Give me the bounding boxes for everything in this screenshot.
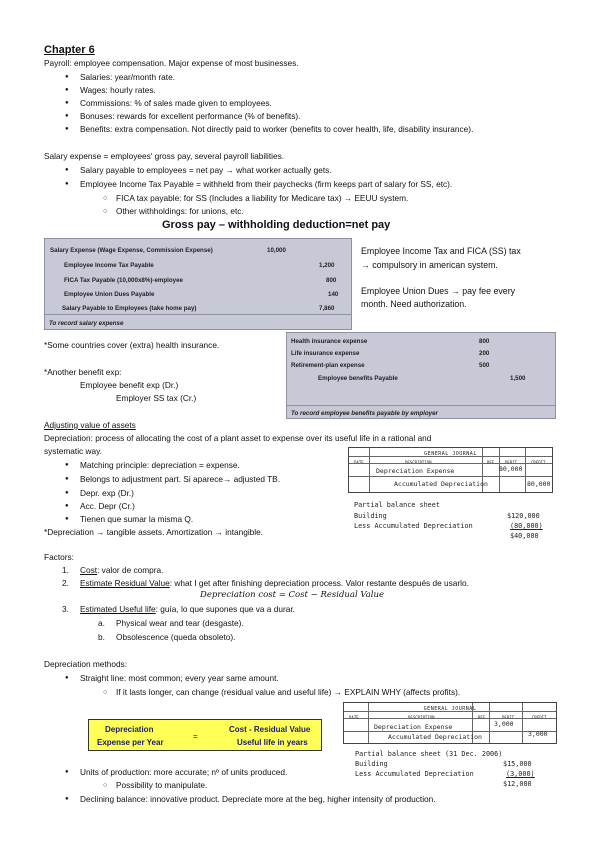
list-subitem: ○ Other withholdings: for unions, etc. [116, 206, 244, 217]
journal-line: Accumulated Depreciation [388, 733, 482, 741]
factor-term: Estimate Residual Value [80, 578, 170, 588]
table-cell: Life insurance expense [291, 350, 360, 357]
journal-col: CREDIT [531, 460, 546, 465]
table-header: Salary Expense (Wage Expense, Commission Expense) [50, 247, 213, 254]
factor-subitem: Obsolescence (queda obsoleto). [116, 632, 236, 642]
balance-title: Partial balance sheet [354, 501, 440, 509]
table-cell: 7,860 [319, 305, 335, 312]
factor-term: Estimated Useful life [80, 604, 156, 614]
factors-heading: Factors: [44, 552, 74, 562]
list-item: ● Salaries: year/month rate. [80, 72, 175, 83]
journal-debit: 3,000 [494, 720, 514, 728]
factor-letter: a. [98, 618, 105, 628]
factor-subitem: Physical wear and tear (desgaste). [116, 618, 244, 628]
table-cell: Employee benefits Payable [318, 375, 398, 382]
table-cell: 200 [479, 350, 490, 357]
list-item: ● Straight line: most common; every year same amount. [80, 673, 279, 684]
salary-entry-table [44, 238, 352, 330]
journal-credit: 80,000 [527, 480, 551, 488]
factor-text: : guía, lo que supones que va a durar. [155, 604, 295, 614]
journal-col: DEBIT [502, 715, 515, 720]
factor-num: 1. [62, 565, 69, 575]
methods-heading: Depreciation methods: [44, 659, 128, 669]
side-note: month. Need authorization. [361, 299, 467, 309]
side-note: → compulsory in american system. [361, 260, 498, 270]
balance-amount: $120,000 [507, 512, 540, 520]
list-item: ● Benefits: extra compensation. Not directly paid to worker (benefits to cover health, life, disability insurance). [80, 124, 473, 135]
section-heading: Adjusting value of assets [44, 420, 136, 430]
table-cell: 140 [328, 291, 339, 298]
formula-right: Useful life in years [237, 738, 308, 747]
factor-text: : valor de compra. [97, 565, 164, 575]
table-cell: 800 [326, 277, 337, 284]
list-item: ● Bonuses: rewards for excellent performance (% of benefits). [80, 111, 300, 122]
factor-item [80, 604, 295, 615]
table-cell: 1,500 [510, 375, 526, 382]
definition: systematic way. [44, 446, 102, 456]
journal-col: CREDIT [532, 715, 547, 720]
list-item: ● Belongs to adjustment part. Si aparece→ adjusted TB. [80, 474, 280, 485]
table-cell: Employee Union Dues Payable [64, 291, 155, 298]
factor-text: : what I get after finishing depreciation process. Valor restante después de usarlo. [169, 578, 469, 588]
journal-line: Accumulated Depreciation [394, 480, 488, 488]
list-item: ● Acc. Depr (Cr.) [80, 501, 135, 512]
table-cell: 800 [479, 338, 490, 345]
journal-credit: 3,000 [528, 730, 548, 738]
balance-amount: (3,000) [506, 770, 535, 778]
journal-line: Depreciation Expense [376, 467, 455, 475]
table-cell: Employee Income Tax Payable [64, 262, 154, 269]
list-item: ● Declining balance: innovative product. Depreciate more at the beg, higher intensity of production. [80, 794, 436, 805]
formula-right: Cost - Residual Value [229, 725, 311, 734]
factor-item [80, 565, 163, 576]
net-pay-heading: Gross pay – withholding deduction=net pay [162, 219, 391, 231]
journal-col: REF [478, 715, 486, 720]
journal-col: DESCRIPTION [408, 715, 435, 720]
definition: Depreciation: process of allocating the cost of a plant asset to expense over its useful life in a rational and [44, 433, 432, 443]
list-item: ● Commissions: % of sales made given to employees. [80, 98, 272, 109]
formula-text: Depreciation cost = Cost − Residual Value [200, 590, 385, 600]
note-benefit-cr: Employer SS tax (Cr.) [116, 393, 197, 403]
table-header-amount: 10,000 [267, 247, 286, 254]
general-journal-table [348, 447, 553, 493]
balance-label: Building [354, 512, 387, 520]
table-cell: 500 [479, 362, 490, 369]
list-item: ● Employee Income Tax Payable = withheld from their paychecks (firm keeps part of salary for SS, etc). [80, 179, 452, 190]
list-item: ● Depr. exp (Dr.) [80, 488, 134, 499]
table-cell: FICA Tax Payable (10,000x8%)-employee [64, 277, 183, 284]
factor-num: 2. [62, 578, 69, 588]
formula-left: Depreciation [105, 725, 154, 734]
side-note: Employee Income Tax and FICA (SS) tax [361, 246, 521, 256]
note-depreciation: *Depreciation → tangible assets. Amortization → intangible. [44, 527, 264, 537]
table-caption: To record salary expense [49, 320, 124, 327]
balance-label: Less Accumulated Depreciation [354, 522, 473, 530]
journal-col: DESCRIPTION [405, 460, 432, 465]
factor-num: 3. [62, 604, 69, 614]
balance-amount: $15,000 [503, 760, 532, 768]
journal-title: GENERAL JOURNAL [423, 706, 477, 712]
side-note: Employee Union Dues → pay fee every [361, 286, 516, 296]
list-subitem: ○ Possibility to manipulate. [116, 780, 207, 791]
balance-label: Building [355, 760, 388, 768]
journal-col: DATE [354, 460, 364, 465]
journal-debit: 80,000 [499, 465, 523, 473]
list-item: ● Salary payable to employees = net pay → what worker actually gets. [80, 165, 332, 176]
table-caption: To record employee benefits payable by employer [291, 410, 438, 417]
factor-term: Cost [80, 565, 98, 575]
journal-title: GENERAL JOURNAL [424, 451, 477, 457]
list-item: ● Matching principle: depreciation = expense. [80, 460, 240, 471]
list-subitem: ○ FICA tax payable: for SS (Includes a liability for Medicare tax) → EEUU system. [116, 193, 408, 204]
note-benefit-dr: Employee benefit exp (Dr.) [80, 380, 179, 390]
general-journal-table [343, 702, 557, 744]
journal-col: REF [487, 460, 495, 465]
table-cell: Retirement-plan expense [291, 362, 365, 369]
balance-total: $40,000 [510, 532, 539, 540]
benefits-entry-table [286, 332, 556, 419]
table-cell: Salary Payable to Employees (take home pay) [62, 305, 197, 312]
list-item: ● Wages: hourly rates. [80, 85, 156, 96]
salary-intro: Salary expense = employees' gross pay, several payroll liabilities. [44, 151, 285, 161]
balance-label: Less Accumulated Depreciation [355, 770, 474, 778]
list-subitem: ○ If it lasts longer, can change (residual value and useful life) → EXPLAIN WHY (affects profits). [116, 687, 460, 698]
formula-equals: = [193, 732, 198, 741]
note-health: *Some countries cover (extra) health insurance. [44, 340, 220, 350]
table-cell: Health insurance expense [291, 338, 368, 345]
journal-col: DEBIT [505, 460, 518, 465]
note-benefit: *Another benefit exp: [44, 367, 122, 377]
factor-item [80, 578, 469, 589]
page-title: Chapter 6 [44, 44, 95, 56]
balance-amount: (80,000) [510, 522, 543, 530]
journal-line: Depreciation Expense [374, 723, 453, 731]
balance-title: Partial balance sheet (31 Dec. 2006) [355, 750, 503, 758]
list-item: ● Units of production: more accurate; nº of units produced. [80, 767, 287, 778]
factor-letter: b. [98, 632, 105, 642]
table-cell: 1,200 [319, 262, 335, 269]
list-item: ● Tienen que sumar la misma Q. [80, 514, 193, 525]
payroll-intro: Payroll: employee compensation. Major expense of most businesses. [44, 58, 299, 68]
straight-line-formula [88, 719, 322, 751]
balance-total: $12,000 [503, 780, 532, 788]
formula-left: Expense per Year [97, 738, 164, 747]
journal-col: DATE [349, 715, 359, 720]
